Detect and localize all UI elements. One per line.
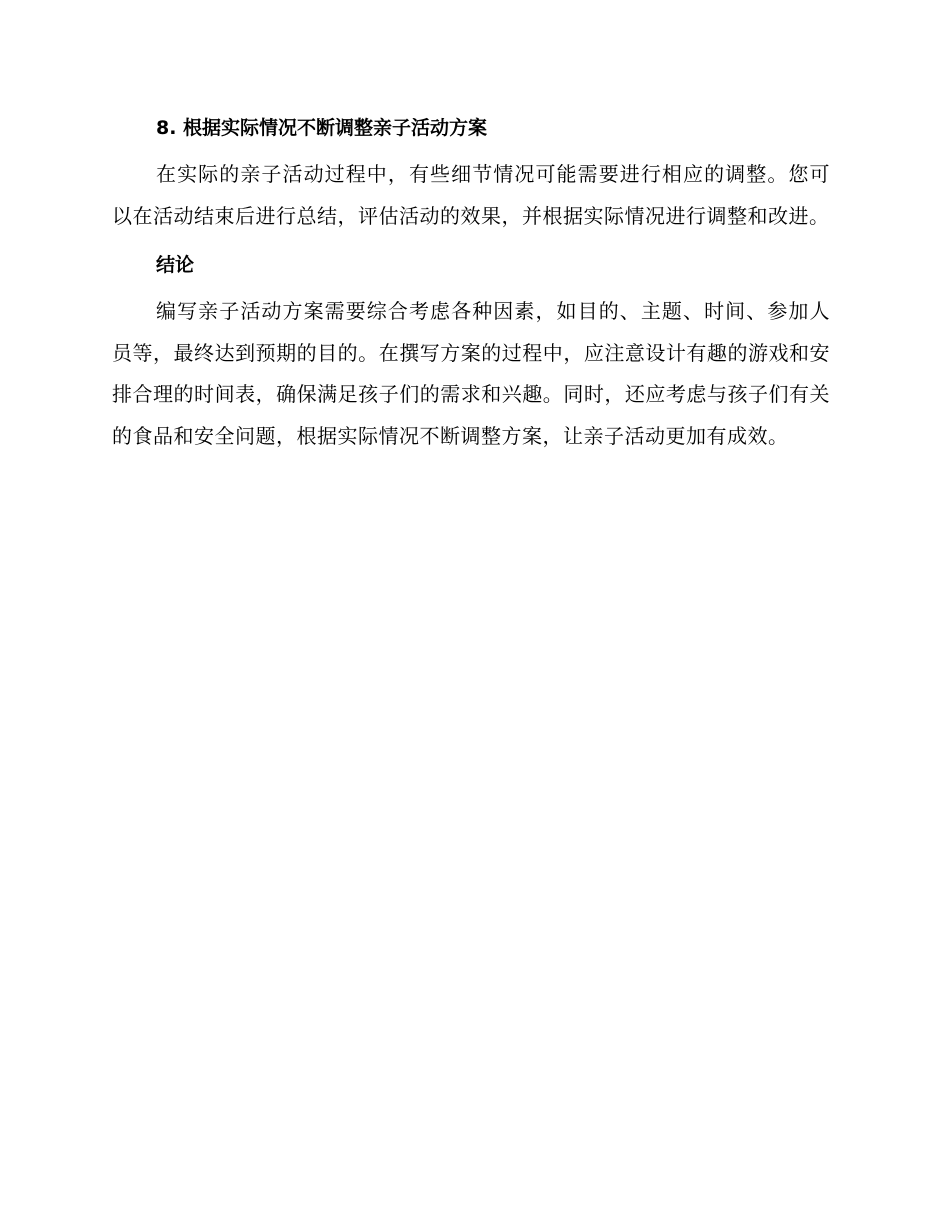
- section-8-paragraph: 在实际的亲子活动过程中，有些细节情况可能需要进行相应的调整。您可以在活动结束后进行总结，评估活动的效果，并根据实际情况进行调整和改进。: [112, 162, 830, 228]
- document-page: [112, 110, 830, 457]
- conclusion-heading: 结论: [156, 254, 195, 276]
- conclusion-paragraph: 编写亲子活动方案需要综合考虑各种因素，如目的、主题、时间、参加人员等，最终达到预期的目的。在撰写方案的过程中，应注意设计有趣的游戏和安排合理的时间表，确保满足孩子们的需求和兴趣。同时，还应考虑与孩子们有关的食品和安全问题，根据实际情况不断调整方案，让亲子活动更加有成效。: [112, 299, 830, 448]
- section-8-heading: 8. 根据实际情况不断调整亲子活动方案: [156, 117, 488, 139]
